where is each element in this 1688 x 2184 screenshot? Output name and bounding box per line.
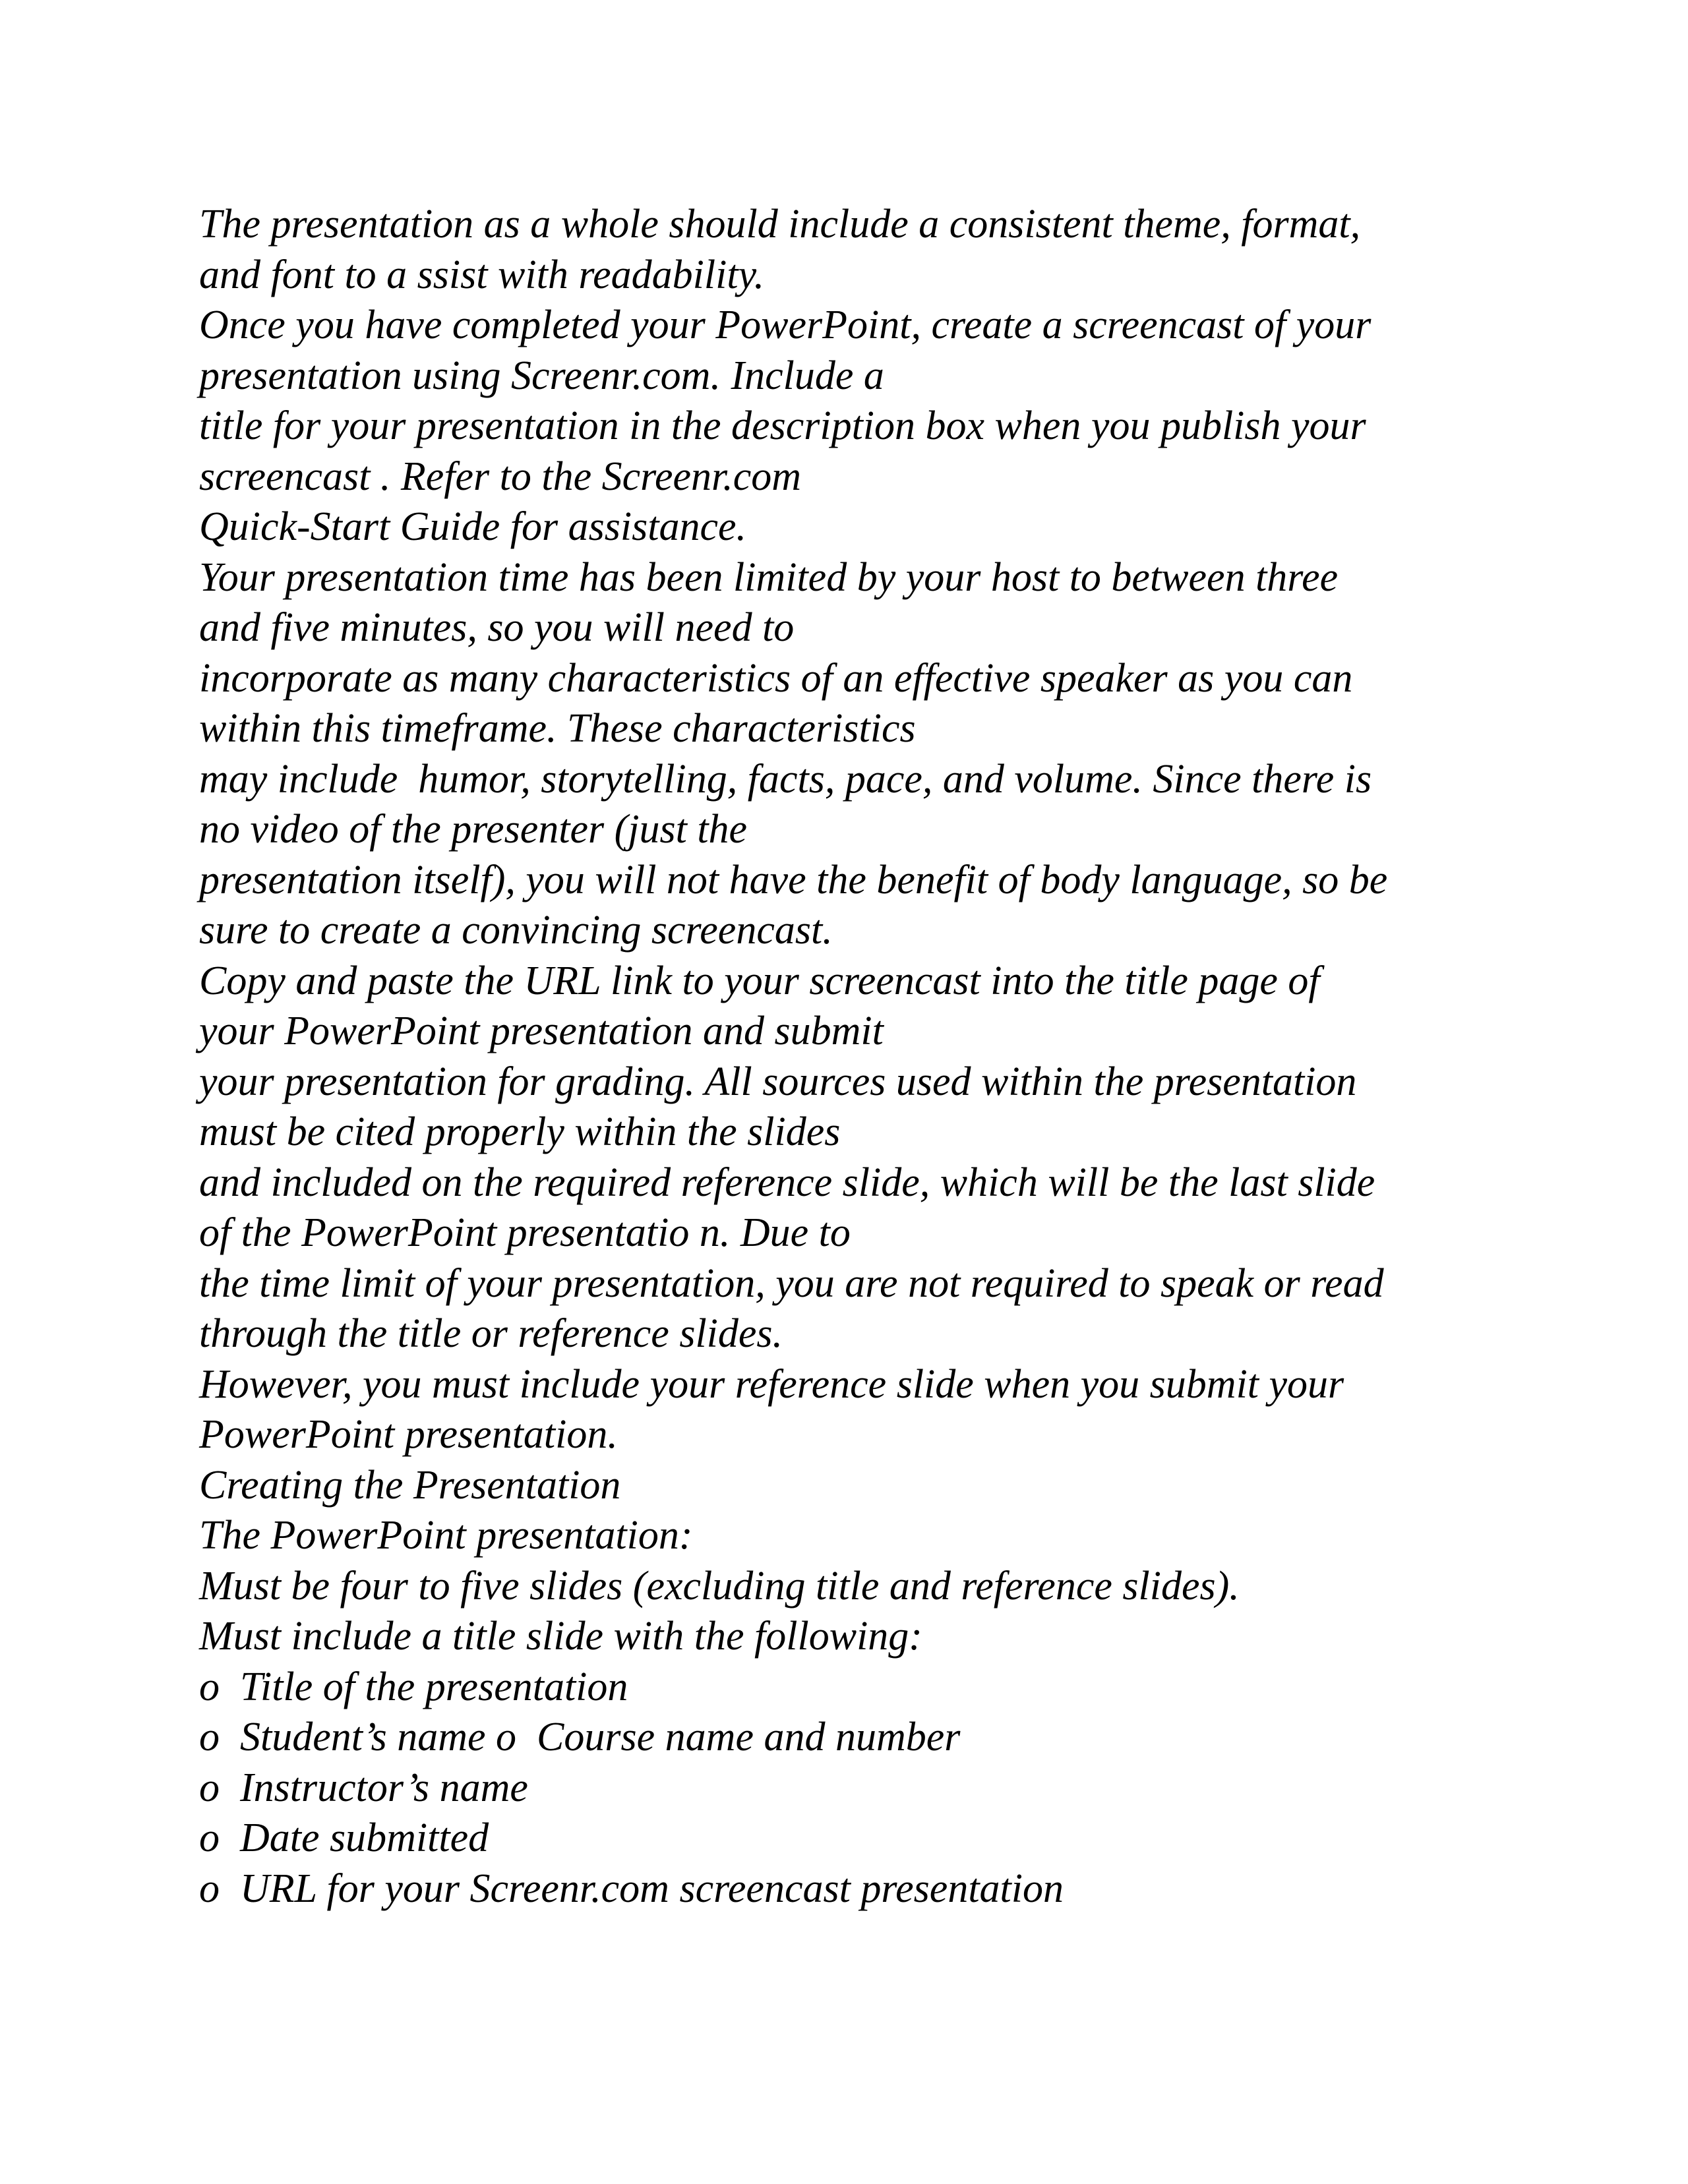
text-line: Once you have completed your PowerPoint, create a screencast of your: [199, 303, 1372, 347]
list-item: o Date submitted: [199, 1815, 489, 1860]
text-line: sure to create a convincing screencast.: [199, 908, 833, 953]
document-body-text: [199, 199, 1518, 1914]
text-line: must be cited properly within the slides: [199, 1109, 841, 1154]
text-line: presentation itself), you will not have the benefit of body language, so be: [199, 857, 1388, 902]
text-line: Copy and paste the URL link to your screencast into the title page of: [199, 958, 1320, 1003]
text-line: Must include a title slide with the following:: [199, 1614, 922, 1659]
text-line: of the PowerPoint presentatio n. Due to: [199, 1210, 851, 1255]
text-line: However, you must include your reference slide when you submit your: [199, 1361, 1344, 1407]
text-line: the time limit of your presentation, you are not required to speak or read: [199, 1260, 1384, 1306]
text-line: title for your presentation in the description box when you publish your: [199, 403, 1366, 448]
text-line: your PowerPoint presentation and submit: [199, 1009, 884, 1053]
text-line: Must be four to five slides (excluding title and reference slides).: [199, 1563, 1240, 1608]
text-line: no video of the presenter (just the: [199, 807, 748, 852]
text-line: screencast . Refer to the Screenr.com: [199, 454, 802, 499]
text-line: through the title or reference slides.: [199, 1311, 783, 1356]
text-line: and five minutes, so you will need to: [199, 605, 795, 650]
list-item: o Student’s name o Course name and number: [199, 1715, 961, 1759]
list-item: o Instructor’s name: [199, 1765, 528, 1810]
text-line: presentation using Screenr.com. Include a: [199, 353, 884, 398]
text-line: and included on the required reference slide, which will be the last slide: [199, 1160, 1375, 1205]
text-line: within this timeframe. These characteristics: [199, 706, 916, 751]
text-line: and font to a ssist with readability.: [199, 252, 765, 297]
text-line: may include humor, storytelling, facts, pace, and volume. Since there is: [199, 756, 1372, 802]
text-line: The presentation as a whole should include a consistent theme, format,: [199, 202, 1361, 247]
text-line: Your presentation time has been limited by your host to between three: [199, 554, 1339, 600]
list-item: o URL for your Screenr.com screencast presentation: [199, 1866, 1064, 1911]
text-line: Quick-Start Guide for assistance.: [199, 504, 747, 549]
section-heading: Creating the Presentation: [199, 1462, 621, 1508]
text-line: The PowerPoint presentation:: [199, 1513, 693, 1558]
list-item: o Title of the presentation: [199, 1664, 628, 1709]
text-line: incorporate as many characteristics of an effective speaker as you can: [199, 655, 1353, 701]
text-line: your presentation for grading. All sources used within the presentation: [199, 1059, 1357, 1104]
text-line: PowerPoint presentation.: [199, 1412, 618, 1457]
